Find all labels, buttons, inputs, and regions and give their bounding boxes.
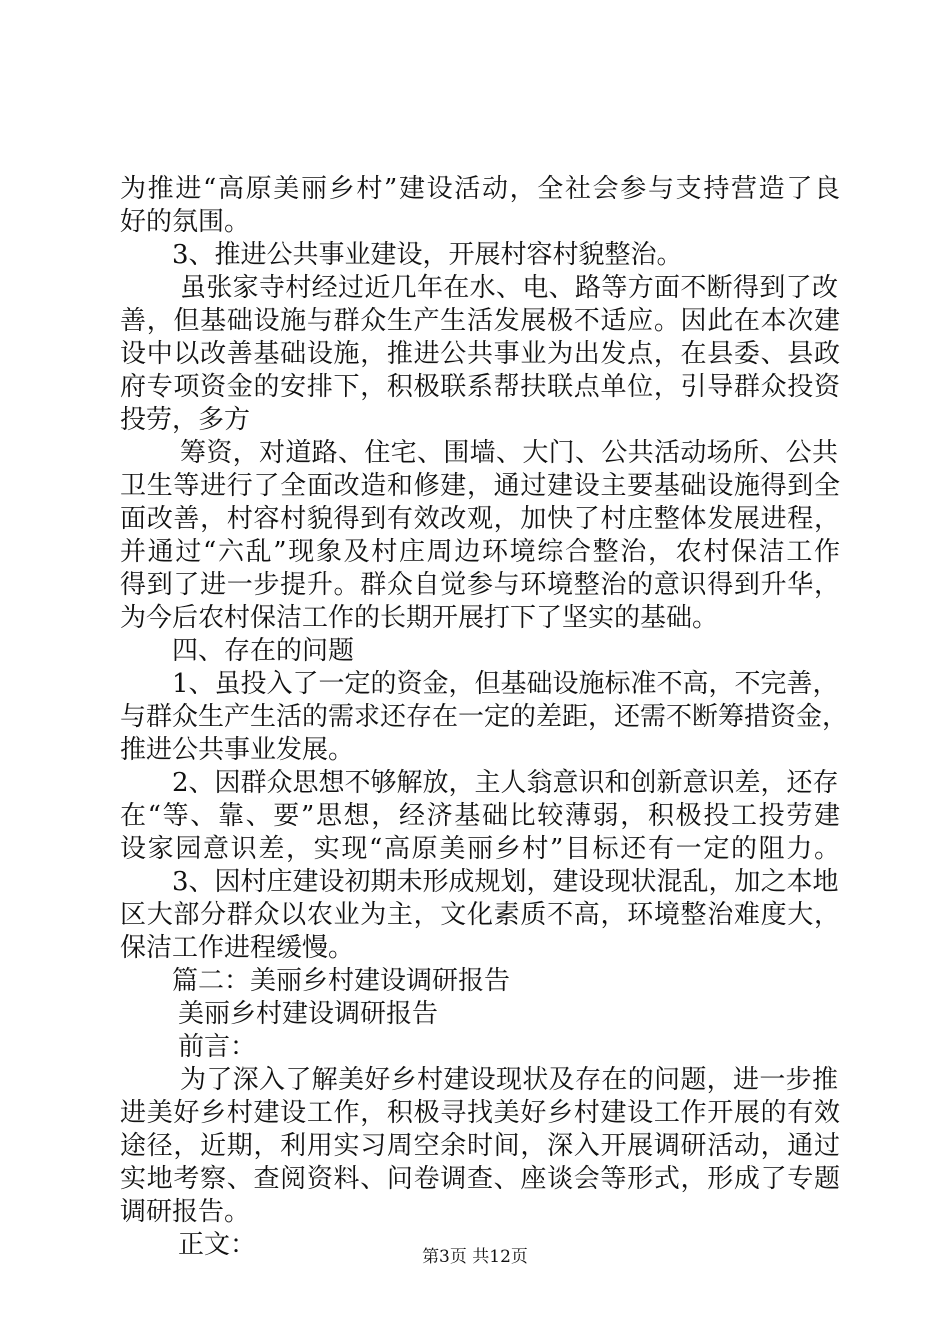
page-number: 第3页 共12页	[422, 1247, 528, 1267]
list-item-heading: 3、推进公共事业建设，开展村容村貌整治。	[172, 240, 683, 270]
body-line: 并通过“六乱”现象及村庄周边环境综合整治，农村保洁工作	[120, 537, 840, 567]
section-heading: 四、存在的问题	[172, 636, 355, 666]
body-line: 保洁工作进程缓慢。	[120, 933, 355, 963]
paragraph-first-line: 为了深入了解美好乡村建设现状及存在的问题，进一步推	[180, 1065, 838, 1095]
main-text-heading: 正文：	[178, 1230, 257, 1260]
body-line: 为推进“高原美丽乡村”建设活动，全社会参与支持营造了良	[120, 174, 840, 204]
body-line: 府专项资金的安排下，积极联系帮扶联点单位，引导群众投资	[120, 372, 840, 402]
paragraph-first-line: 虽张家寺村经过近几年在水、电、路等方面不断得到了改	[180, 273, 838, 303]
chapter-heading: 篇二：美丽乡村建设调研报告	[172, 966, 511, 996]
body-line: 好的氛围。	[120, 207, 251, 237]
body-line: 设家园意识差，实现“高原美丽乡村”目标还有一定的阻力。	[120, 834, 840, 864]
body-line: 为今后农村保洁工作的长期开展打下了坚实的基础。	[120, 603, 719, 633]
report-title: 美丽乡村建设调研报告	[178, 999, 439, 1029]
paragraph-first-line: 筹资，对道路、住宅、围墙、大门、公共活动场所、公共	[180, 438, 838, 468]
body-line: 善，但基础设施与群众生产生活发展极不适应。因此在本次建	[120, 306, 840, 336]
preface-heading: 前言：	[178, 1032, 257, 1062]
body-line: 在“等、靠、要”思想，经济基础比较薄弱，积极投工投劳建	[120, 801, 840, 831]
body-line: 卫生等进行了全面改造和修建，通过建设主要基础设施得到全	[120, 471, 840, 501]
body-line: 途径，近期，利用实习周空余时间，深入开展调研活动，通过	[120, 1131, 840, 1161]
list-item-first-line: 3、因村庄建设初期未形成规划，建设现状混乱，加之本地	[172, 867, 839, 897]
body-line: 实地考察、查阅资料、问卷调查、座谈会等形式，形成了专题	[120, 1164, 840, 1194]
body-line: 推进公共事业发展。	[120, 735, 355, 765]
body-line: 调研报告。	[120, 1197, 251, 1227]
body-line: 得到了进一步提升。群众自觉参与环境整治的意识得到升华，	[120, 570, 840, 600]
body-line: 面改善，村容村貌得到有效改观，加快了村庄整体发展进程，	[120, 504, 840, 534]
list-item-first-line: 1、虽投入了一定的资金，但基础设施标准不高，不完善，	[172, 669, 839, 699]
body-line: 区大部分群众以农业为主，文化素质不高，环境整治难度大，	[120, 900, 840, 930]
body-line: 进美好乡村建设工作，积极寻找美好乡村建设工作开展的有效	[120, 1098, 840, 1128]
body-line: 与群众生产生活的需求还存在一定的差距，还需不断筹措资金，	[120, 702, 849, 732]
list-item-first-line: 2、因群众思想不够解放，主人翁意识和创新意识差，还存	[172, 768, 839, 798]
body-line: 设中以改善基础设施，推进公共事业为出发点，在县委、县政	[120, 339, 840, 369]
body-line: 投劳，多方	[120, 405, 251, 435]
